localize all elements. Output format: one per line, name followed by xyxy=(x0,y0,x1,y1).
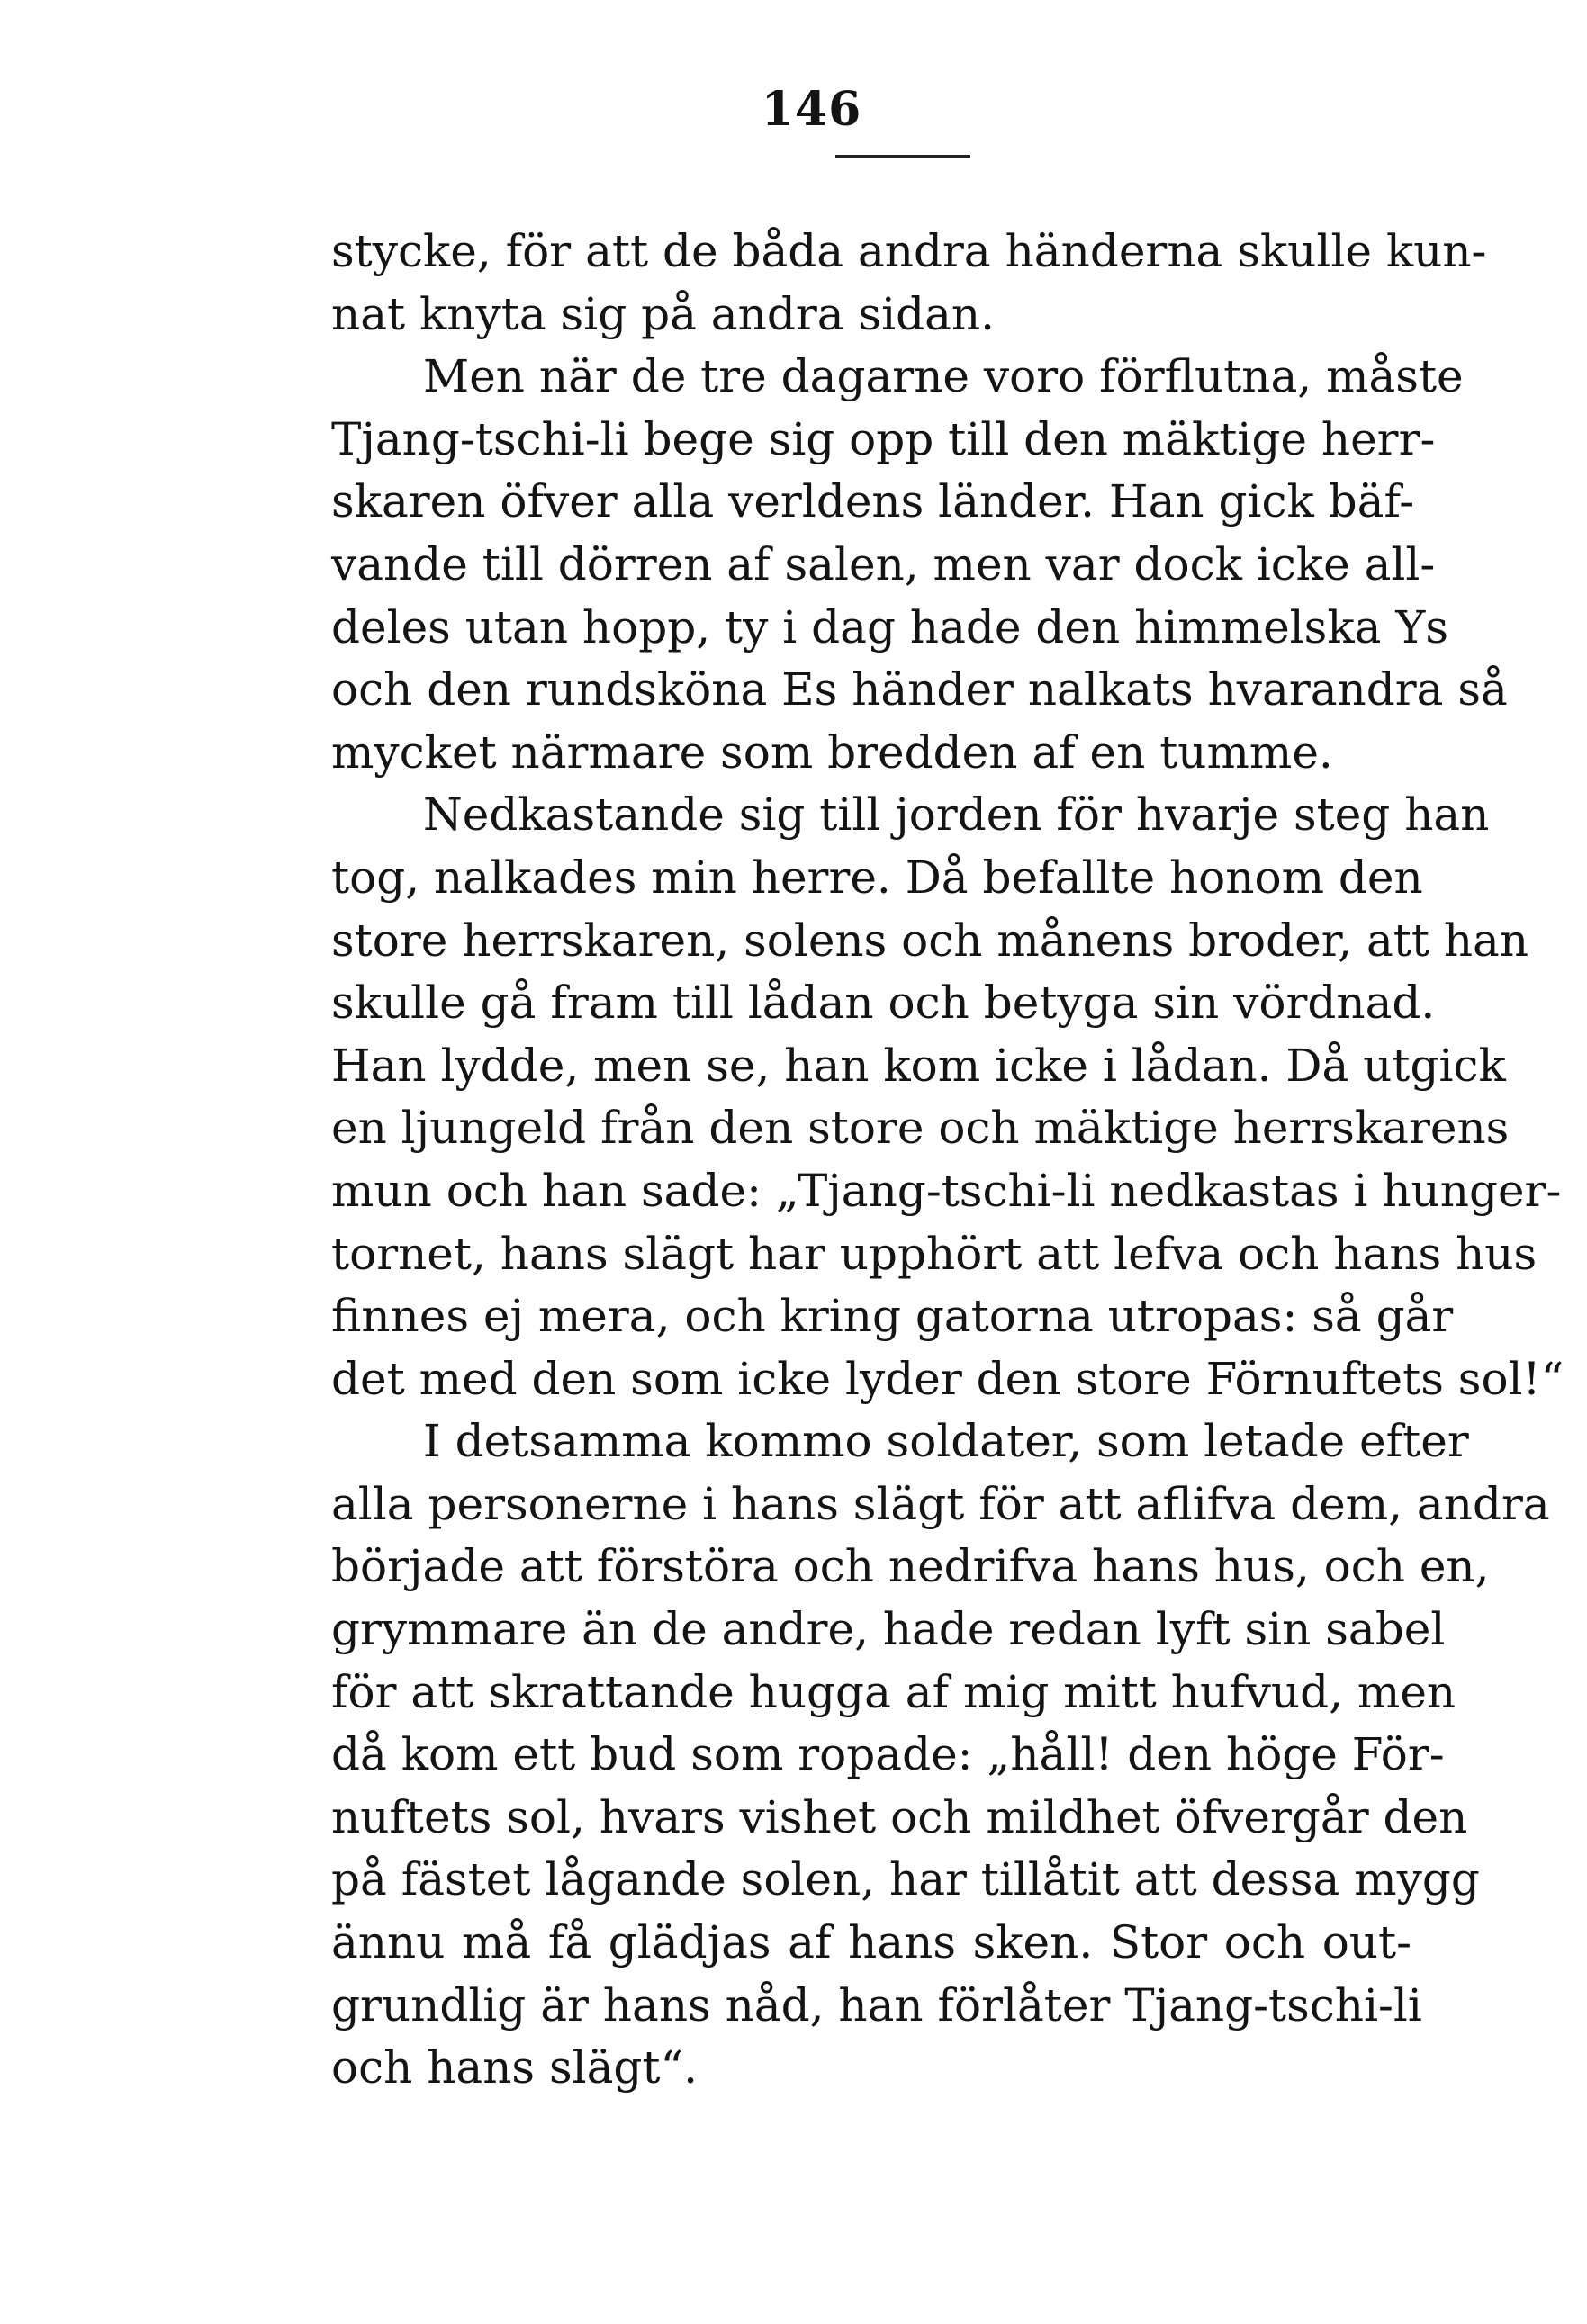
header-rule xyxy=(835,155,970,158)
text-line: på fästet lågande solen, har tillåtit att dessa mygg xyxy=(331,1853,1480,1906)
text-line: och hans slägt“. xyxy=(331,2041,698,2094)
text-line: det med den som icke lyder den store Förnuftets sol!“ xyxy=(331,1352,1564,1405)
text-line: deles utan hopp, ty i dag hade den himmelska Ys xyxy=(331,600,1448,653)
text-line: för att skrattande hugga af mig mitt hufvud, men xyxy=(331,1665,1456,1718)
text-line: grundlig är hans nåd, han förlåter Tjang-tschi-li xyxy=(331,1978,1422,2031)
text-line: Nedkastande sig till jorden för hvarje steg han xyxy=(423,788,1490,842)
text-line: stycke, för att de båda andra händerna skulle kun- xyxy=(331,225,1487,277)
paragraph xyxy=(331,1410,1550,2100)
text-line: Tjang-tschi-li bege sig opp till den mäktige herr- xyxy=(331,412,1436,465)
text-line: skaren öfver alla verldens länder. Han gick bäf- xyxy=(331,475,1415,528)
paragraph xyxy=(331,784,1564,1410)
text-line: tog, nalkades min herre. Då befallte honom den xyxy=(331,851,1423,904)
text-line: finnes ej mera, och kring gatorna utropas: så går xyxy=(331,1290,1454,1343)
page-number: 146 xyxy=(761,82,862,137)
text-line: och den rundsköna Es händer nalkats hvarandra så xyxy=(331,663,1508,716)
body-text xyxy=(331,221,1564,2100)
text-line: mun och han sade: „Tjang-tschi-li nedkastas i hunger- xyxy=(331,1164,1562,1217)
text-line: tornet, hans slägt har upphört att lefva och hans hus xyxy=(331,1227,1537,1280)
text-line: då kom ett bud som ropade: „håll! den höge För- xyxy=(331,1728,1445,1781)
text-line: store herrskaren, solens och månens broder, att han xyxy=(331,914,1529,967)
text-line: Han lydde, men se, han kom icke i lådan. Då utgick xyxy=(331,1039,1506,1092)
text-line: nat knyta sig på andra sidan. xyxy=(331,287,995,340)
text-line: I detsamma kommo soldater, som letade efter xyxy=(423,1415,1469,1468)
text-line: skulle gå fram till lådan och betyga sin vördnad. xyxy=(331,977,1436,1030)
text-line: vande till dörren af salen, men var dock icke all- xyxy=(331,537,1436,590)
text-line: mycket närmare som bredden af en tumme. xyxy=(331,725,1333,779)
text-line: började att förstöra och nedrifva hans hus, och en, xyxy=(331,1540,1490,1593)
text-line: Men när de tre dagarne voro förflutna, måste xyxy=(423,350,1464,403)
text-line: alla personerne i hans slägt för att aflifva dem, andra xyxy=(331,1477,1550,1530)
paragraph xyxy=(331,221,1487,346)
text-line: ännu må få glädjas af hans sken. Stor och out- xyxy=(331,1916,1411,1969)
text-line: en ljungeld från den store och mäktige herrskarens xyxy=(331,1102,1510,1155)
text-line: grymmare än de andre, hade redan lyft sin sabel xyxy=(331,1603,1446,1656)
text-line: nuftets sol, hvars vishet och mildhet öfvergår den xyxy=(331,1790,1468,1843)
paragraph xyxy=(331,346,1508,784)
